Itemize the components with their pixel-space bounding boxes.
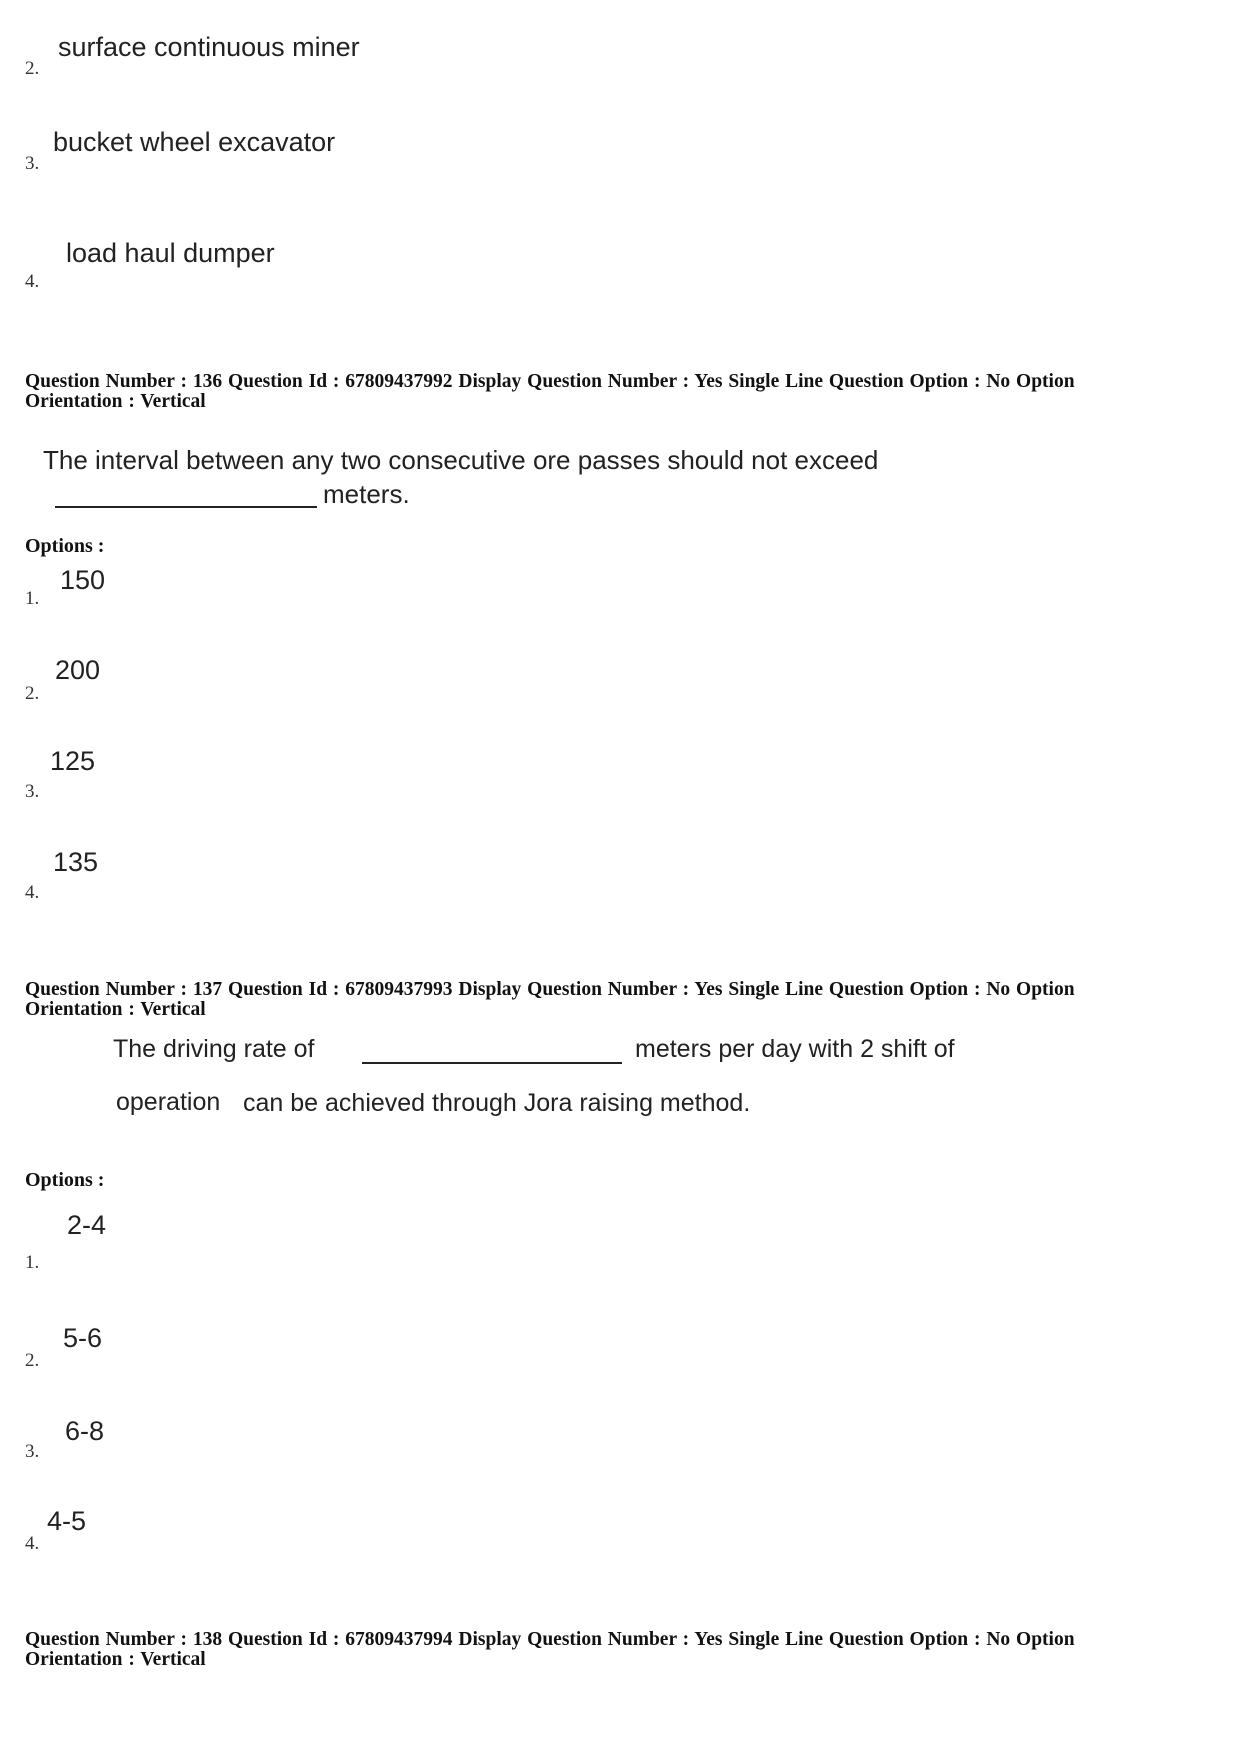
question-text: can be achieved through Jora raising method. xyxy=(243,1089,751,1117)
option-text: 150 xyxy=(60,565,106,595)
options-label: Options : xyxy=(25,1169,105,1191)
option-text: load haul dumper xyxy=(66,238,275,268)
option-text: surface continuous miner xyxy=(58,32,360,62)
option-text: 125 xyxy=(50,746,96,776)
option-number: 2. xyxy=(25,58,40,79)
option-text: 135 xyxy=(53,847,99,877)
option-number: 4. xyxy=(25,1533,40,1554)
question-text: operation xyxy=(116,1088,221,1116)
question-meta-line: Question Number : 136 Question Id : 67809437992 Display Question Number : Yes Single Line Question Option : No Option xyxy=(25,371,1075,392)
option-number: 1. xyxy=(25,1252,40,1273)
option-number: 4. xyxy=(25,882,40,903)
question-text: meters per day with 2 shift of xyxy=(635,1035,955,1063)
question-meta xyxy=(25,372,1215,412)
option-text: 200 xyxy=(55,655,101,685)
option-text: bucket wheel excavator xyxy=(53,127,336,157)
option-text: 5-6 xyxy=(63,1323,103,1353)
answer-blank xyxy=(55,480,317,508)
question-text: The interval between any two consecutive ore passes should not exceed xyxy=(43,445,879,475)
option-text: 2-4 xyxy=(67,1210,107,1240)
option-text: 6-8 xyxy=(65,1416,105,1446)
option-number: 3. xyxy=(25,781,40,802)
option-number: 3. xyxy=(25,153,40,174)
option-number: 4. xyxy=(25,271,40,292)
question-meta-line: Question Number : 138 Question Id : 67809437994 Display Question Number : Yes Single Line Question Option : No Option xyxy=(25,1629,1075,1650)
option-number: 1. xyxy=(25,588,40,609)
question-text: meters. xyxy=(323,479,410,509)
options-label: Options : xyxy=(25,535,105,557)
question-meta-line: Question Number : 137 Question Id : 67809437993 Display Question Number : Yes Single Line Question Option : No Option xyxy=(25,979,1075,1000)
option-text: 4-5 xyxy=(47,1506,87,1536)
question-meta-line: Orientation : Vertical xyxy=(25,391,206,412)
question-meta xyxy=(25,980,1215,1020)
question-meta-line: Orientation : Vertical xyxy=(25,999,206,1020)
question-text: The driving rate of xyxy=(113,1035,315,1063)
option-number: 2. xyxy=(25,683,40,704)
option-number: 3. xyxy=(25,1441,40,1462)
option-number: 2. xyxy=(25,1350,40,1371)
question-meta-line: Orientation : Vertical xyxy=(25,1649,206,1670)
answer-blank xyxy=(362,1036,622,1064)
question-meta xyxy=(25,1630,1215,1670)
